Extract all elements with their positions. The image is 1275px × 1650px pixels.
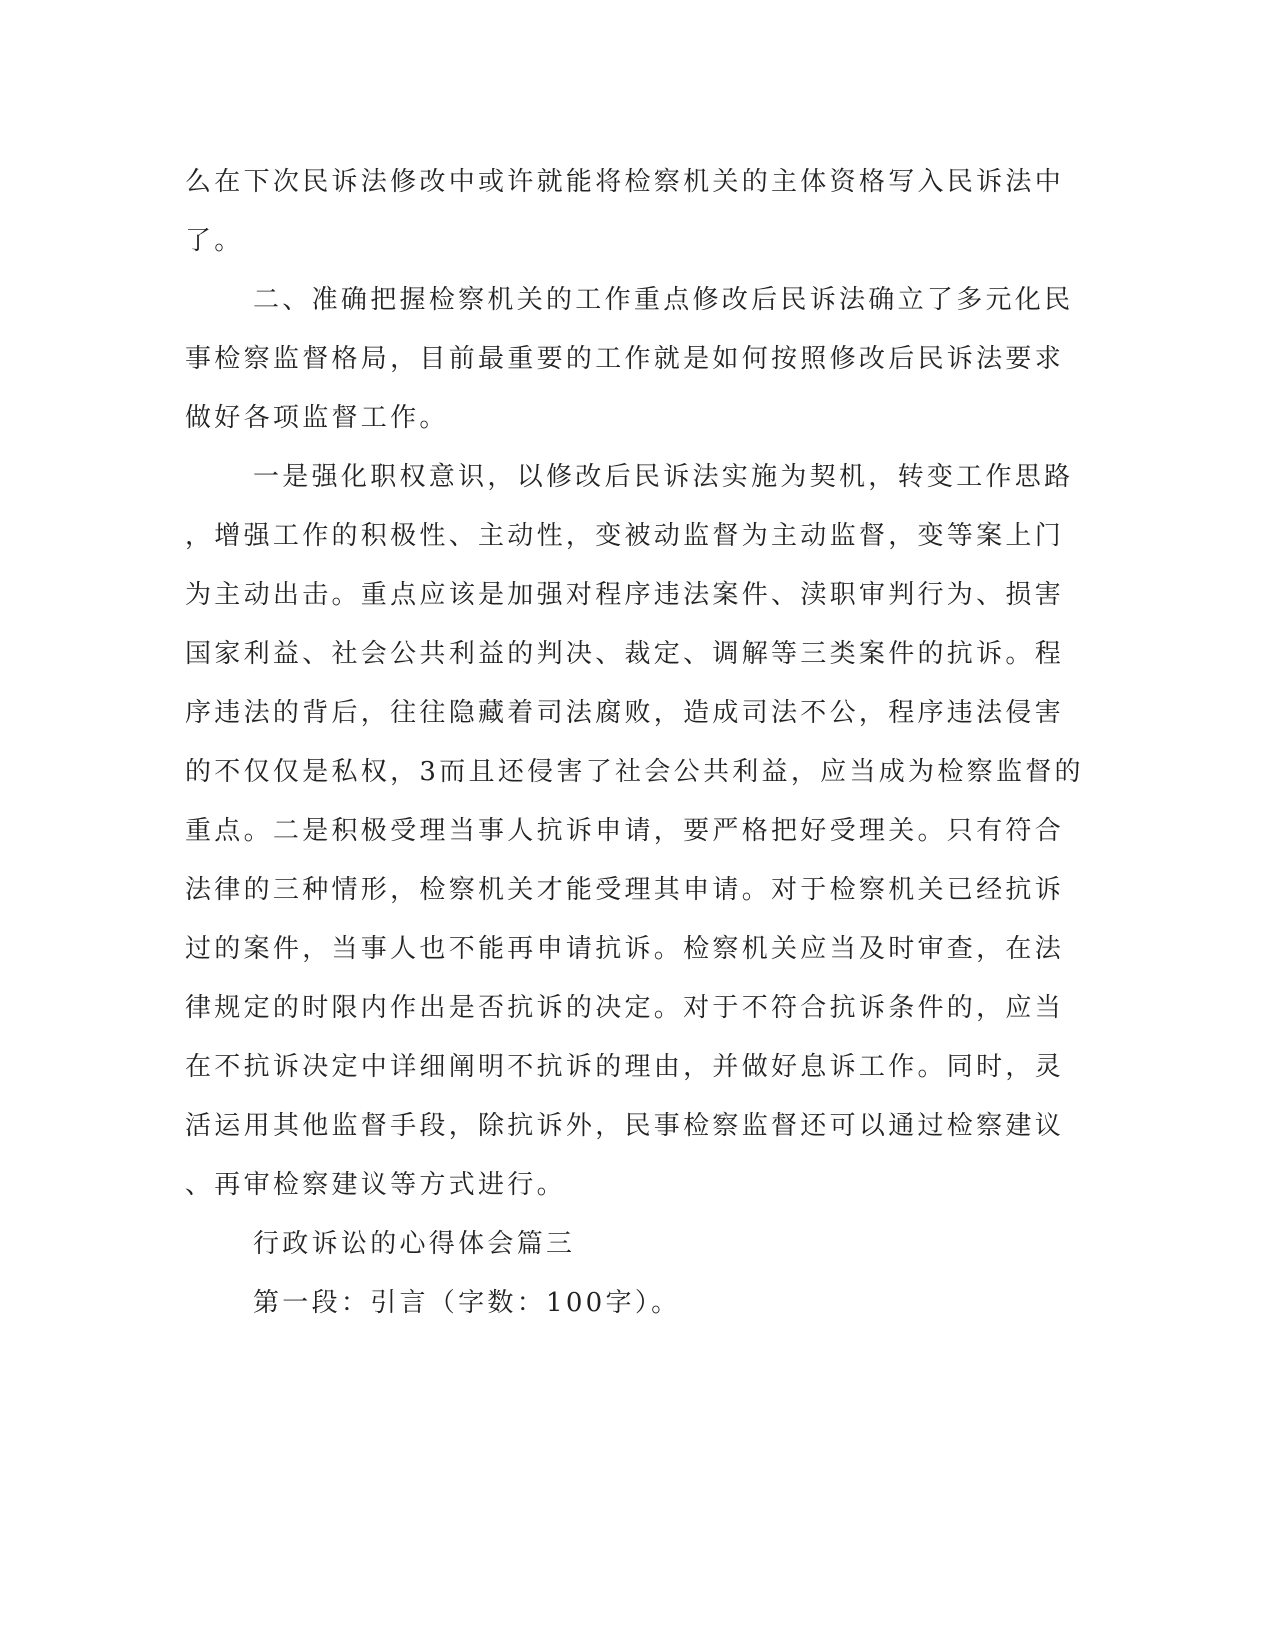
- text-line: 序违法的背后，往往隐藏着司法腐败，造成司法不公，程序违法侵害: [185, 698, 1065, 728]
- text-line: 法律的三种情形，检察机关才能受理其申请。对于检察机关已经抗诉: [185, 875, 1065, 905]
- text-line: 过的案件，当事人也不能再申请抗诉。检察机关应当及时审查，在法: [185, 934, 1065, 964]
- paragraph-start-line: 一是强化职权意识，以修改后民诉法实施为契机，转变工作思路: [253, 462, 1074, 492]
- text-line: 、再审检察建议等方式进行。: [185, 1170, 566, 1200]
- text-line: 在不抗诉决定中详细阐明不抗诉的理由，并做好息诉工作。同时，灵: [185, 1052, 1065, 1082]
- text-line: 为主动出击。重点应该是加强对程序违法案件、渎职审判行为、损害: [185, 580, 1065, 610]
- subsection-heading-line: 第一段：引言（字数：100字）。: [253, 1288, 681, 1318]
- document-body: [185, 153, 1084, 1333]
- section-title-line: 行政诉讼的心得体会篇三: [253, 1229, 576, 1259]
- text-line: 做好各项监督工作。: [185, 403, 449, 433]
- text-line: 事检察监督格局，目前最重要的工作就是如何按照修改后民诉法要求: [185, 344, 1065, 374]
- text-line: 么在下次民诉法修改中或许就能将检察机关的主体资格写入民诉法中: [185, 167, 1065, 197]
- text-line: ，增强工作的积极性、主动性，变被动监督为主动监督，变等案上门: [185, 521, 1065, 551]
- text-line: 重点。二是积极受理当事人抗诉申请，要严格把好受理关。只有符合: [185, 816, 1065, 846]
- text-line: 国家利益、社会公共利益的判决、裁定、调解等三类案件的抗诉。程: [185, 639, 1065, 669]
- text-line: 律规定的时限内作出是否抗诉的决定。对于不符合抗诉条件的，应当: [185, 993, 1065, 1023]
- text-line: 的不仅仅是私权，3而且还侵害了社会公共利益，应当成为检察监督的: [185, 757, 1084, 787]
- text-line: 活运用其他监督手段，除抗诉外，民事检察监督还可以通过检察建议: [185, 1111, 1065, 1141]
- text-line: 了。: [185, 226, 244, 256]
- section-heading-line: 二、准确把握检察机关的工作重点修改后民诉法确立了多元化民: [253, 285, 1074, 315]
